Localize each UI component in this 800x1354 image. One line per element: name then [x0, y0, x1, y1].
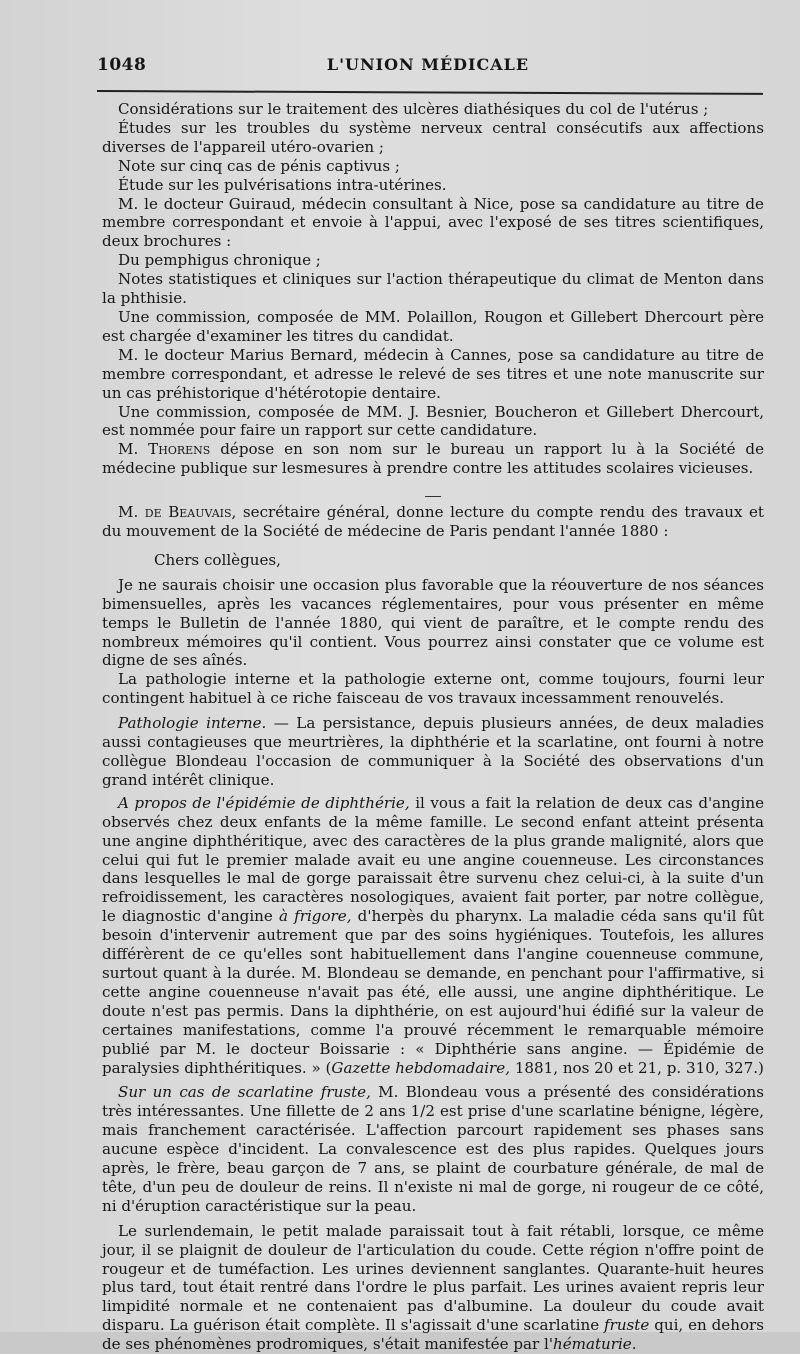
paragraph-text: — La persistance, depuis plusieurs années, de deux maladies aussi contagieuses que meurtrières, la diphthérie et la scarlatine, ont fourni à notre collègue Blondeau l'occasion de communiquer à la Société des observations d'un grand intérêt clinique. — [102, 714, 765, 789]
paragraph-text: M. Blondeau vous a présenté des considérations très intéressantes. Une fillette de 2 ans 1/2 est prise d'une scarlatine bénigne, légère, mais franchement caractérisée. L'affection parcourt rapidement ses phases sans aucune espèce d'incident. La convalescence est des plus rapides. Quelques jours après, le frère, beau garçon de 7 ans, se plaint de courbature générale, de mal de tête, d'un peu de douleur de reins. Il n'existe ni mal de gorge, ni rougeur de ce côté, ni d'éruption caractéristique sur la peau. — [102, 1083, 764, 1215]
paragraph-text: qui, en dehors de ses phénomènes prodromiques, s'était manifestée par l' — [102, 1316, 764, 1354]
paragraph: La pathologie interne et la pathologie externe ont, comme toujours, fourni leur contingent habituel à ce riche faisceau de vos travaux incessamment renouvelés. — [102, 670, 764, 708]
italic-heading: A propos de l'épidémie de diphthérie, — [118, 793, 410, 812]
paragraph-text: dépose en son nom sur le bureau un rapport lu à la Société de médecine publique sur lesmesures à prendre contre les attitudes scolaires vicieuses. — [102, 440, 764, 478]
paragraph: Je ne saurais choisir une occasion plus favorable que la réouverture de nos séances bimensuelles, après les vacances réglementaires, pour vous présenter en même temps le Bulletin de l'année 1880, qui vient de paraître, et le compte rendu des nombreux mémoires qu'il contient. Vous pourrez ainsi constater que ce volume est digne de ses aînés. — [102, 575, 764, 670]
paragraph-text: Le surlendemain, le petit malade paraissait tout à fait rétabli, lorsque, ce même jour, il se plaignit de douleur de l'articulation du coude. Cette région n'offre point de rougeur et de tuméfaction. Les urines deviennent sanglantes. Quarante-huit heures plus tard, tout était rentré dans l'ordre le plus parfait. Les urines avaient repris leur limpidité normale et ne contenaient pas d'albumine. La douleur du coude avait disparu. La guérison était complète. Il s'agissait d'une scarlatine — [102, 1221, 764, 1335]
paragraph — [102, 714, 764, 790]
paragraph-text: secrétaire général, donne lecture du compte rendu des travaux et du mouvement de la Société de médecine de Paris pendant l'année 1880 : — [102, 503, 765, 541]
paragraph: M. le docteur Guiraud, médecin consultant à Nice, pose sa candidature au titre de membre correspondant et envoie à l'appui, avec l'exposé de ses titres scientifiques, deux brochures : — [102, 194, 764, 251]
paragraph — [102, 1083, 764, 1215]
page-number: 1048 — [97, 55, 147, 75]
running-title: L'UNION MÉDICALE — [326, 55, 530, 74]
paragraph — [102, 503, 764, 541]
italic-citation: Gazette hebdomadaire, — [331, 1058, 511, 1077]
paragraph: Une commission, composée de MM. Polaillon, Rougon et Gillebert Dhercourt père est chargée d'examiner les titres du candidat. — [102, 307, 764, 345]
salutation: Chers collègues, — [154, 550, 281, 569]
paragraph: Une commission, composée de MM. J. Besnier, Boucheron et Gillebert Dhercourt, est nommée pour faire un rapport sur cette candidature. — [102, 402, 764, 440]
paragraph — [102, 794, 764, 1078]
paragraph-text: d'herpès du pharynx. La maladie céda sans qu'il fût besoin d'intervenir autrement que par des soins hygiéniques. Toutefois, les allures différèrent de ce qu'elles sont habituellement dans l'angine couenneuse commune, surtout quant à la durée. M. Blondeau se demande, en penchant pour l'affirmative, si cette angine couenneuse n'avait pas été, elle aussi, une angine diphthéritique. Le doute n'est pas permis. Dans la diphthérie, on est aujourd'hui édifié sur la valeur de certaines manifestations, comme l'a prouvé récemment le remarquable mémoire publié par M. le docteur Boissarie : « Diphthérie sans angine. — Épidémie de paralysies diphthéritiques. » ( — [102, 907, 764, 1077]
speaker-name: M. de Beauvais, — [118, 503, 237, 522]
header-rule — [97, 90, 763, 95]
paragraph: Étude sur les pulvérisations intra-utérines. — [118, 175, 447, 194]
paragraph — [102, 440, 764, 478]
italic-text: hématurie — [553, 1335, 632, 1354]
paragraph: Études sur les troubles du système nerveux central consécutifs aux affections diverses de l'appareil utéro-ovarien ; — [102, 118, 764, 156]
body-text — [102, 100, 764, 1354]
paragraph: Du pemphigus chronique ; — [118, 251, 321, 270]
paragraph: Considérations sur le traitement des ulcères diathésiques du col de l'utérus ; — [118, 100, 709, 118]
speaker-name: M. Thorens — [118, 440, 211, 459]
paragraph: Notes statistiques et cliniques sur l'action thérapeutique du climat de Menton dans la phthisie. — [102, 270, 764, 308]
italic-heading: Pathologie interne. — [118, 714, 267, 733]
section-separator — [425, 496, 441, 497]
paragraph-text: . — [631, 1335, 637, 1354]
page-header — [97, 55, 759, 83]
paragraph — [102, 1222, 764, 1354]
italic-text: à frigore, — [279, 907, 352, 926]
paragraph: Note sur cinq cas de pénis captivus ; — [118, 156, 400, 175]
paragraph-text: 1881, nos 20 et 21, p. 310, 327.) — [510, 1058, 764, 1077]
paragraph: M. le docteur Marius Bernard, médecin à Cannes, pose sa candidature au titre de membre correspondant, et adresse le relevé de ses titres et une note manuscrite sur un cas préhistorique d'hétérotopie dentaire. — [102, 345, 764, 402]
italic-heading: Sur un cas de scarlatine fruste, — [118, 1083, 371, 1102]
paragraph-text: il vous a fait la relation de deux cas d'angine observés chez deux enfants de la même famille. Le second enfant atteint présenta une angine diphthéritique, avec des caractères de la plus grande malignité, alors que celui qui fut le premier malade avait eu une angine couenneuse. Les circonstances dans lesquelles le mal de gorge paraissait être survenu chez celui-ci, à la suite d'un refroidissement, les caractères nosologiques, avaient fait porter, par notre collègue, le diagnostic d'angine — [102, 793, 764, 926]
italic-text: fruste — [604, 1316, 650, 1335]
